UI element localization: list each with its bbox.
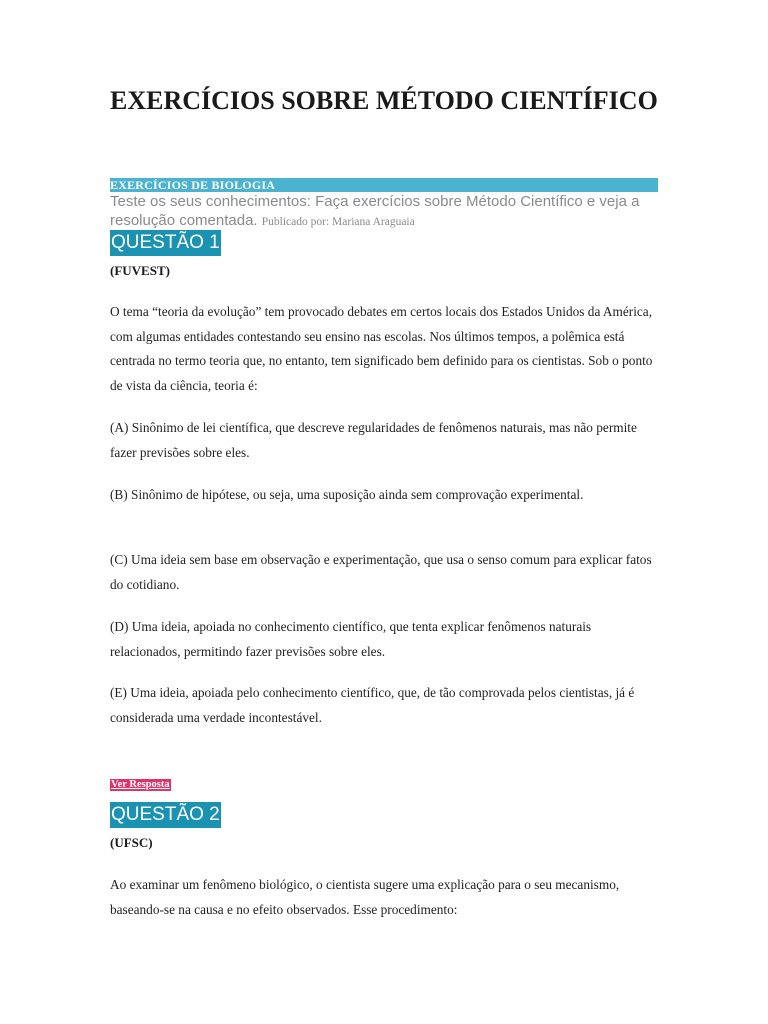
question-1-option-b: (B) Sinônimo de hipótese, ou seja, uma suposição ainda sem comprovação experimental. [110,487,584,502]
view-answer-link[interactable]: Ver Resposta [111,779,170,790]
description-text: Teste os seus conhecimentos: Faça exercícios sobre Método Científico e veja a resolução comentada. [110,193,640,229]
article-description [110,192,658,232]
question-2-heading: QUESTÃO 2 [110,802,221,828]
byline: Publicado por: Mariana Araguaia [261,216,415,228]
question-1-option-c: (C) Uma ideia sem base em observação e experimentação, que usa o senso comum para explicar fatos do cotidiano. [110,552,652,592]
category-label: EXERCÍCIOS DE BIOLOGIA [110,178,658,192]
question-1-heading: QUESTÃO 1 [110,230,221,256]
question-1-statement: O tema “teoria da evolução” tem provocado debates em certos locais dos Estados Unidos da América, com algumas entidades contestando seu ensino nas escolas. Nos últimos tempos, a polêmica está centrada no termo teoria que, no entanto, tem significado bem definido para os cientistas. Sob o ponto de vista da ciência, teoria é: [110,304,653,393]
question-1-option-d: (D) Uma ideia, apoiada no conhecimento científico, que tenta explicar fenômenos naturais relacionados, permitindo fazer previsões sobre eles. [110,619,592,659]
question-1-option-a: (A) Sinônimo de lei científica, que descreve regularidades de fenômenos naturais, mas não permite fazer previsões sobre eles. [110,420,637,460]
question-2-statement: Ao examinar um fenômeno biológico, o cientista sugere uma explicação para o seu mecanismo, baseando-se na causa e no efeito observados. Esse procedimento: [110,877,620,917]
question-1-source: (FUVEST) [110,263,170,278]
question-1-option-e: (E) Uma ideia, apoiada pelo conhecimento científico, que, de tão comprovada pelos cientistas, já é considerada uma verdade incontestável. [110,685,635,725]
page-title: EXERCÍCIOS SOBRE MÉTODO CIENTÍFICO [110,86,658,115]
question-2-source: (UFSC) [110,835,153,850]
